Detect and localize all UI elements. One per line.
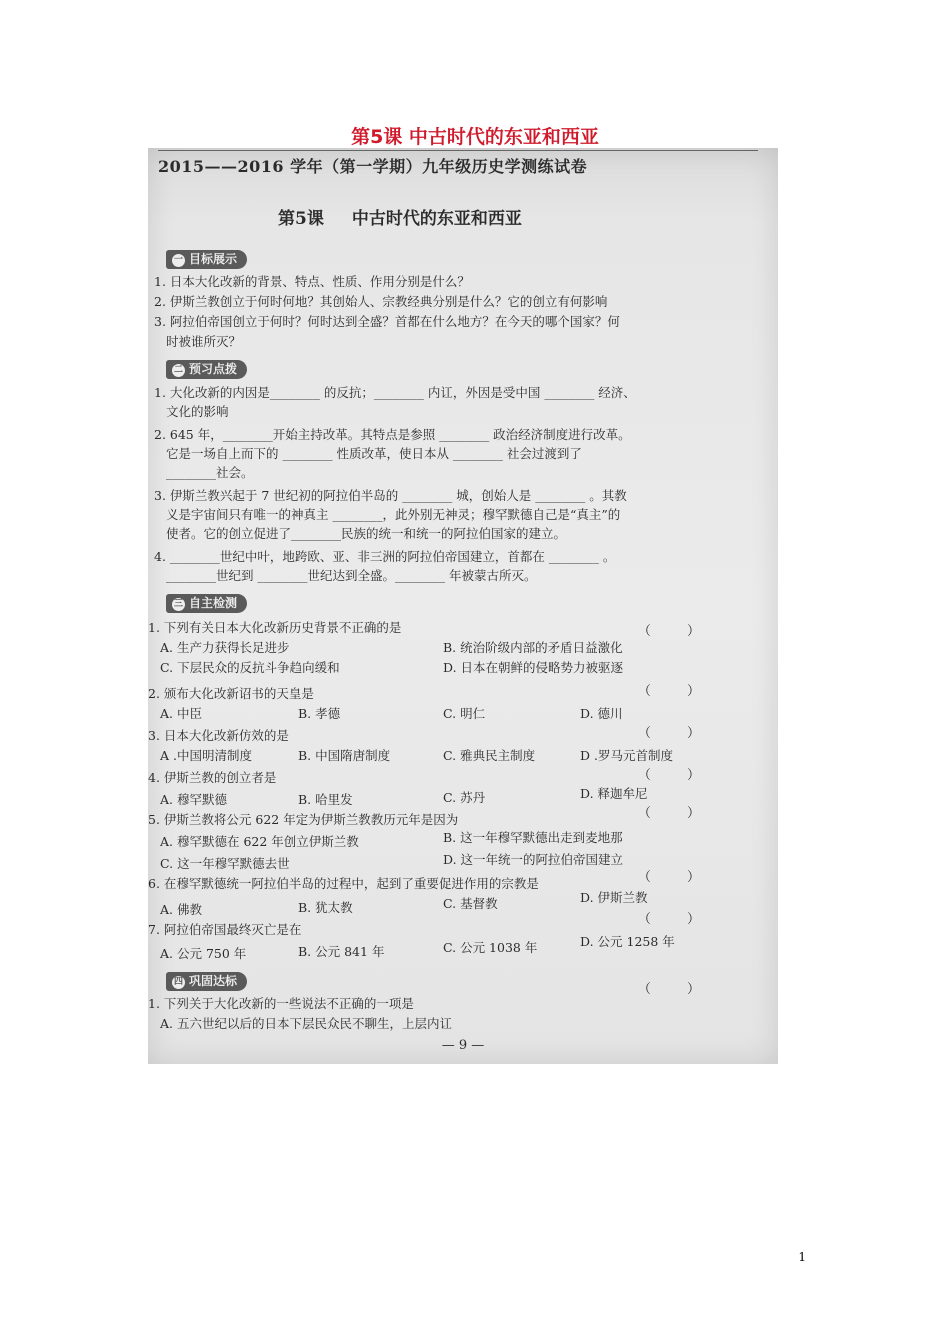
goal-line: 2. 伊斯兰教创立于何时何地？其创始人、宗教经典分别是什么？它的创立有何影响 <box>154 294 608 309</box>
preview-line: 文化的影响 <box>166 404 229 419</box>
preview-line: 3. 伊斯兰教兴起于 7 世纪初的阿拉伯半岛的 ________ 城，创始人是 ________ 。其教 <box>154 488 627 503</box>
option: C. 公元 1038 年 <box>443 940 538 955</box>
option: A. 五六世纪以后的日本下层民众民不聊生，上层内讧 <box>160 1016 452 1031</box>
answer-parens: （ ） <box>637 684 716 699</box>
section-selfcheck-badge: 三 自主检测 <box>166 594 247 613</box>
option: A. 生产力获得长足进步 <box>160 640 290 655</box>
lesson-number: 第5课 <box>278 209 324 229</box>
option: C. 基督教 <box>443 896 498 911</box>
lesson-title: 中古时代的东亚和西亚 <box>351 209 522 229</box>
answer-parens: （ ） <box>637 982 716 997</box>
option: D. 德川 <box>580 706 623 721</box>
option: A .中国明清制度 <box>160 748 252 763</box>
option: D. 公元 1258 年 <box>580 934 675 949</box>
section-consolidate-badge: 四 巩固达标 <box>166 972 247 991</box>
option: D. 释迦牟尼 <box>580 786 648 801</box>
option: C. 苏丹 <box>443 790 486 805</box>
preview-line: ________社会。 <box>166 465 254 480</box>
answer-parens: （ ） <box>637 726 716 741</box>
option: C. 雅典民主制度 <box>443 748 536 763</box>
preview-line: ________世纪到 ________世纪达到全盛。________ 年被蒙古所灭。 <box>166 568 537 583</box>
option: A. 佛教 <box>160 902 202 917</box>
answer-parens: （ ） <box>637 806 716 821</box>
option: D. 日本在朝鲜的侵略势力被驱逐 <box>443 660 624 675</box>
preview-line: 1. 大化改新的内因是________ 的反抗；________ 内讧，外因是受中国 ________ 经济、 <box>154 385 636 400</box>
scanned-page-image <box>148 148 778 1064</box>
goal-line: 时被谁所灭？ <box>166 334 242 349</box>
question-stem: 1. 下列有关日本大化改新历史背景不正确的是 <box>148 620 402 635</box>
option: B. 犹太教 <box>298 900 353 915</box>
goal-line: 1. 日本大化改新的背景、特点、性质、作用分别是什么？ <box>154 274 470 289</box>
option: A. 穆罕默德 <box>160 792 227 807</box>
option: C. 明仁 <box>443 706 486 721</box>
question-stem: 2. 颁布大化改新诏书的天皇是 <box>148 686 314 701</box>
answer-parens: （ ） <box>637 912 716 927</box>
option: B. 统治阶级内部的矛盾日益激化 <box>443 640 623 655</box>
page-number: 1 <box>798 1250 806 1264</box>
question-stem: 1. 下列关于大化改新的一些说法不正确的一项是 <box>148 996 414 1011</box>
question-stem: 6. 在穆罕默德统一阿拉伯半岛的过程中，起到了重要促进作用的宗教是 <box>148 876 539 891</box>
preview-line: 4. ________世纪中叶，地跨欧、亚、非三洲的阿拉伯帝国建立，首都在 ________ 。 <box>154 549 616 564</box>
option: D .罗马元首制度 <box>580 748 673 763</box>
option: B. 公元 841 年 <box>298 944 385 959</box>
answer-parens: （ ） <box>637 870 716 885</box>
answer-parens: （ ） <box>637 768 716 783</box>
option: D. 伊斯兰教 <box>580 890 648 905</box>
option: B. 中国隋唐制度 <box>298 748 391 763</box>
section-goals-badge: 一 目标展示 <box>166 250 247 269</box>
answer-parens: （ ） <box>637 624 716 639</box>
question-stem: 4. 伊斯兰教的创立者是 <box>148 770 277 785</box>
preview-line: 它是一场自上而下的 ________ 性质改革，使日本从 ________ 社会过渡到了 <box>166 446 582 461</box>
option: D. 这一年统一的阿拉伯帝国建立 <box>443 852 624 867</box>
document-title: 第5课 中古时代的东亚和西亚 <box>351 126 599 148</box>
scan-page-number: — 9 — <box>441 1038 485 1053</box>
question-stem: 3. 日本大化改新仿效的是 <box>148 728 289 743</box>
option: B. 这一年穆罕默德出走到麦地那 <box>443 830 623 845</box>
option: A. 公元 750 年 <box>160 946 247 961</box>
question-stem: 7. 阿拉伯帝国最终灭亡是在 <box>148 922 302 937</box>
question-stem: 5. 伊斯兰教将公元 622 年定为伊斯兰教教历元年是因为 <box>148 812 459 827</box>
option: A. 中臣 <box>160 706 202 721</box>
option: B. 孝德 <box>298 706 341 721</box>
option: A. 穆罕默德在 622 年创立伊斯兰教 <box>160 834 359 849</box>
preview-line: 2. 645 年，________开始主持改革。其特点是参照 ________ 政治经济制度进行改革。 <box>154 427 631 442</box>
option: C. 这一年穆罕默德去世 <box>160 856 290 871</box>
lesson-heading <box>278 204 522 229</box>
preview-line: 使者。它的创立促进了________民族的统一和统一的阿拉伯国家的建立。 <box>166 526 567 541</box>
preview-line: 义是宇宙间只有唯一的神真主 ________，此外别无神灵；穆罕默德自己是“真主”的 <box>166 507 621 522</box>
goal-line: 3. 阿拉伯帝国创立于何时？何时达到全盛？首都在什么地方？在今天的哪个国家？何 <box>154 314 620 329</box>
option: B. 哈里发 <box>298 792 353 807</box>
option: C. 下层民众的反抗斗争趋向缓和 <box>160 660 340 675</box>
exam-header: 2015——2016 学年（第一学期）九年级历史学测练试卷 <box>158 150 758 177</box>
section-preview-badge: 二 预习点拨 <box>166 360 247 379</box>
